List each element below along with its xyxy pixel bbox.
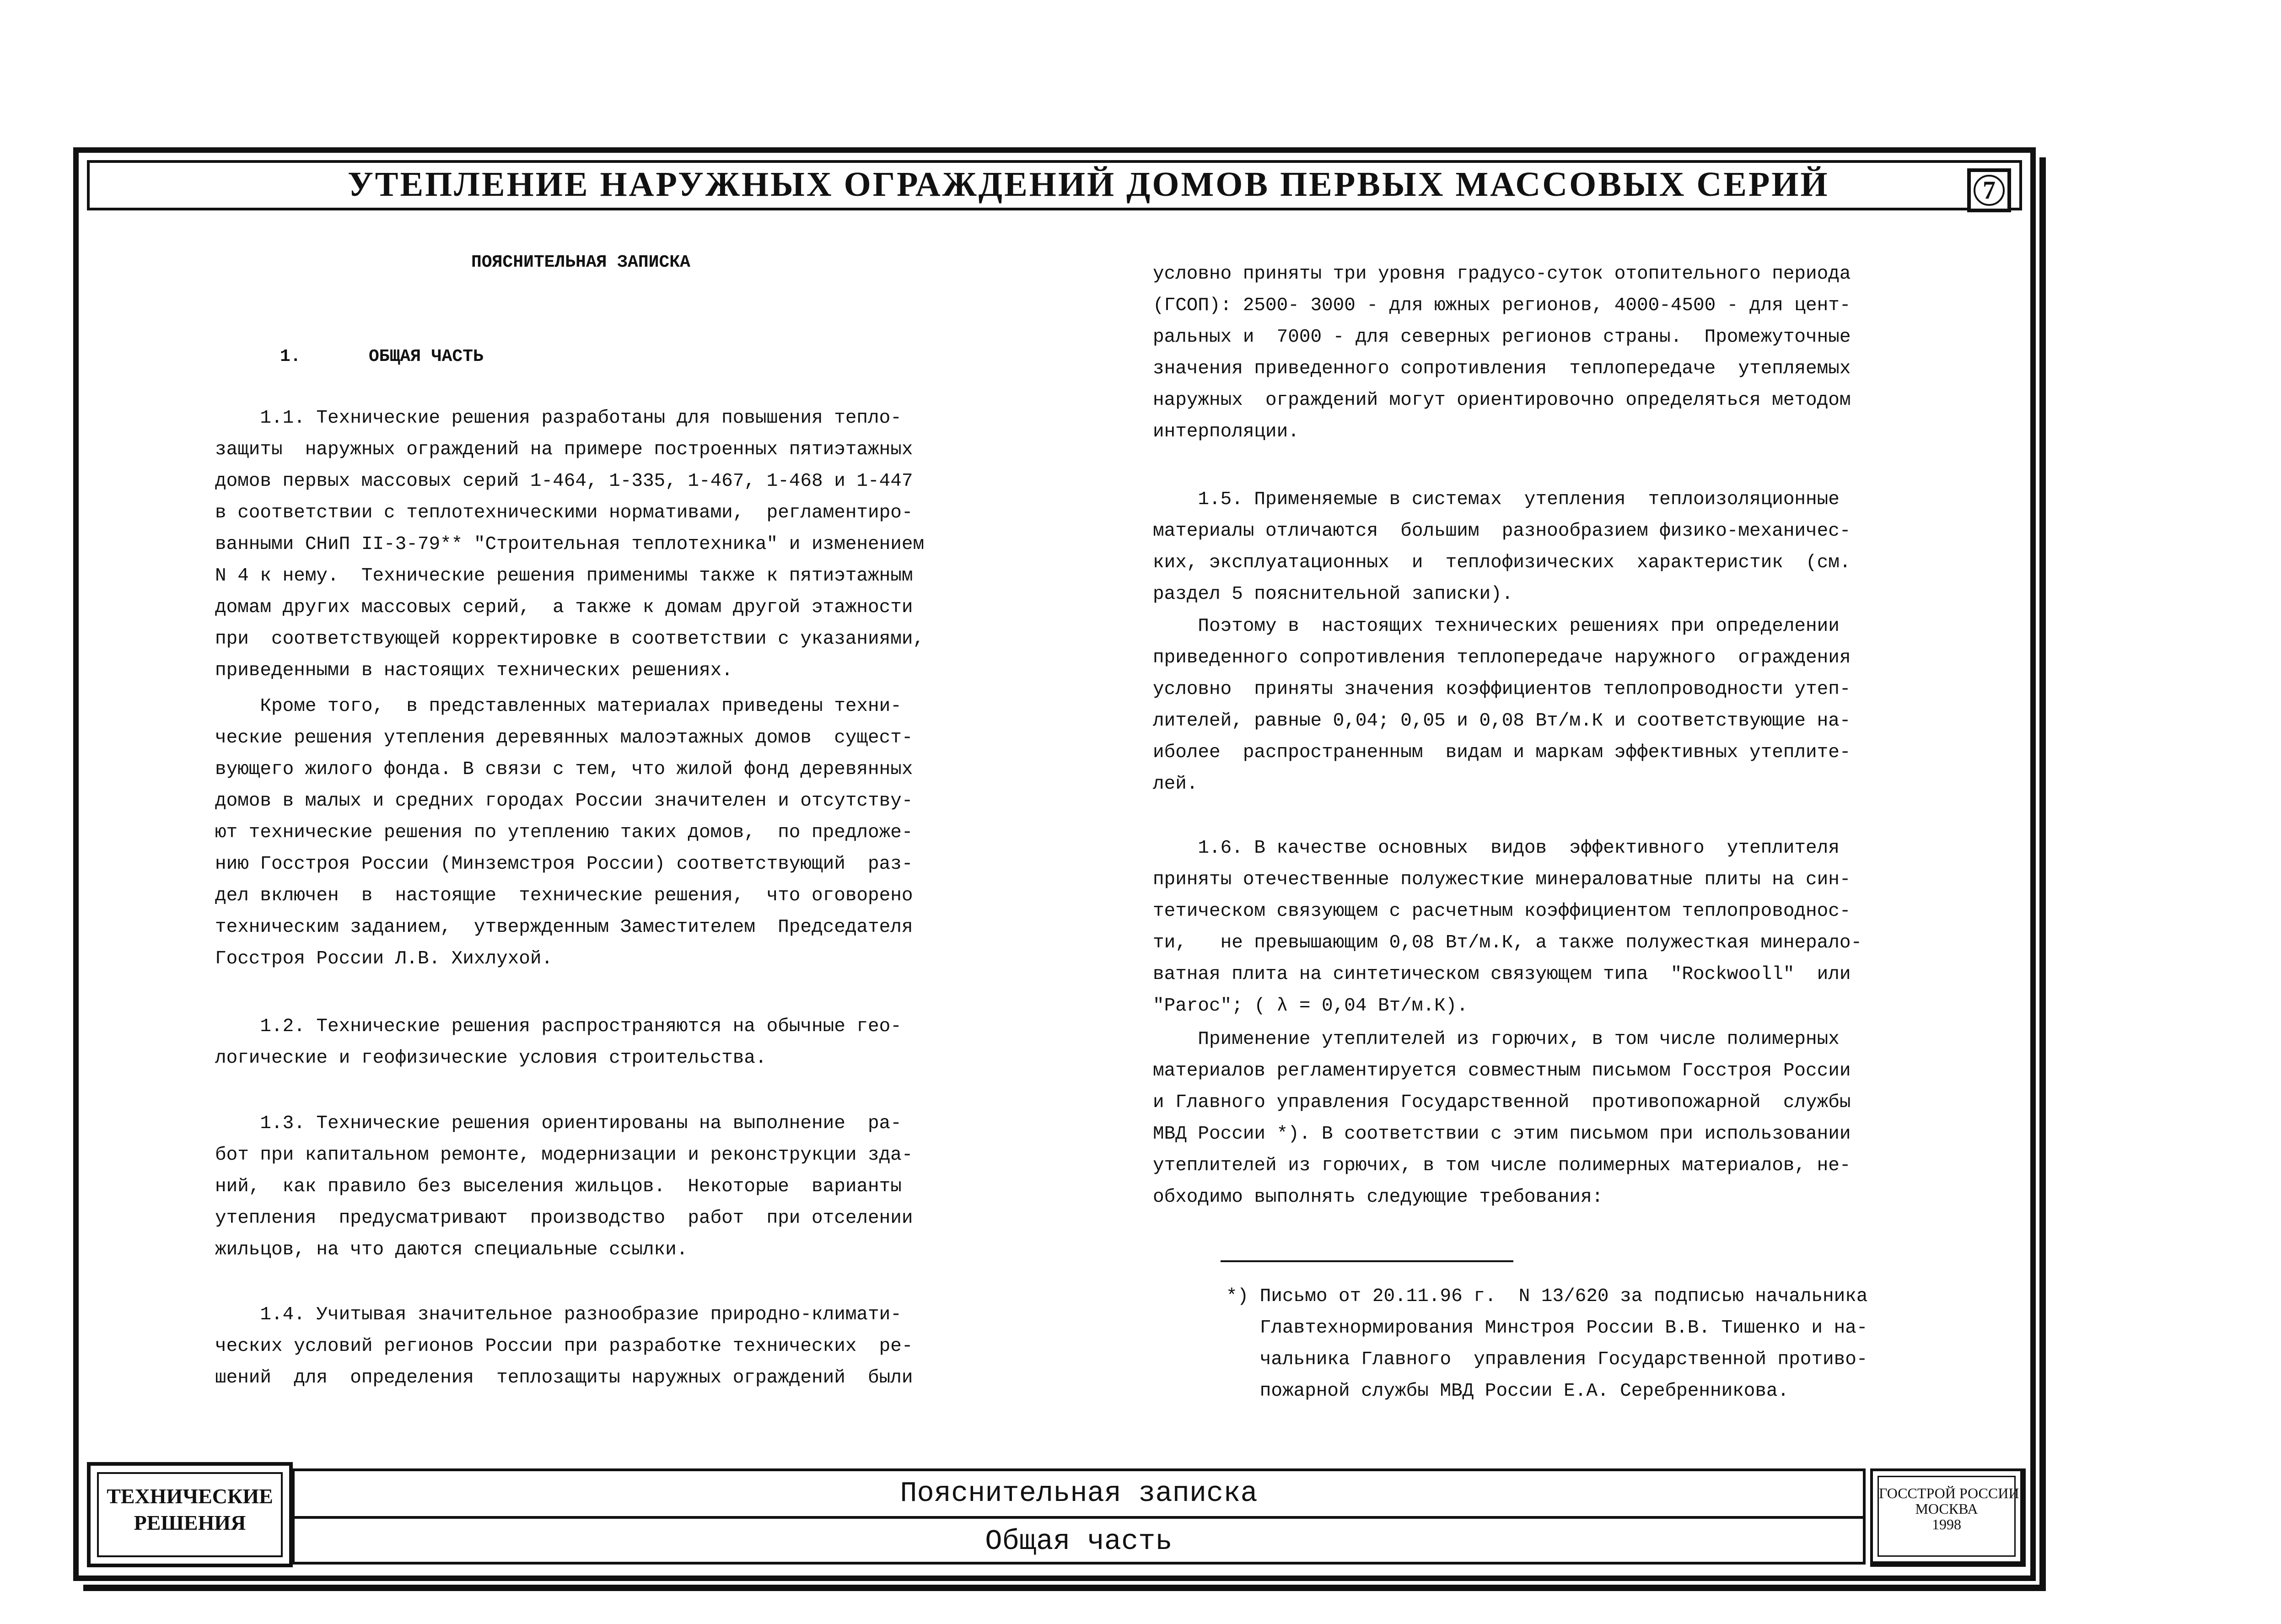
paragraph-1-1: 1.1. Технические решения разработаны для повышения тепло- защиты наружных ограждений на примере построенных пятиэтажных домов первых массовых серий 1-464, 1-335, 1-467, 1-468 и 1-447 в соответствии с теплотехническими нормативами, регламентиро- ванными СНиП II-3-79** "Строительная теплотехника" и изменением N 4 к нему. Технические решения применимы также к пятиэтажным домам других массовых серий, а также к домам другой этажности при соответствующей корректировке в соответствии с указаниями, приведенными в настоящих технических решениях. (215, 408, 925, 681)
paragraph-1-6: 1.6. В качестве основных видов эффективного утеплителя приняты отечественные полужесткие минераловатные плиты на син- тетическом связующем с расчетным коэффициентом теплопроводнос- ти, не превышающим 0,08 Вт/м.К, а также полужесткая минерало- ватная плита на синтетическом связующем типа "Rockwooll" или "Paroc"; ( λ = 0,04 Вт/м.К). (1153, 838, 1862, 1016)
title-block-center (292, 1468, 1866, 1565)
title-block-section-name: Общая часть (985, 1525, 1173, 1558)
paragraph-1-5-continued: Поэтому в настоящих технических решениях при определении приведенного сопротивления теплопередаче наружного ограждения условно приняты значения коэффициентов теплопроводности утеп- лителей, равные 0,04; 0,05 и 0,08 Вт/м.К и соответствующие на- иболее распространенным видам и маркам эффективных утеплите- лей. (1153, 616, 1851, 795)
document-title: УТЕПЛЕНИЕ НАРУЖНЫХ ОГРАЖДЕНИЙ ДОМОВ ПЕРВЫХ МАССОВЫХ СЕРИЙ (348, 165, 1829, 204)
paragraph-1-5: 1.5. Применяемые в системах утепления теплоизоляционные материалы отличаются большим разнообразием физико-механичес- ких, эксплуатационных и теплофизических характеристик (см. раздел 5 пояснительной записки). (1153, 489, 1851, 605)
section-title: ОБЩАЯ ЧАСТЬ (369, 347, 484, 366)
paragraph-1-3: 1.3. Технические решения ориентированы на выполнение ра- бот при капитальном ремонте, модернизации и реконструкции зда- ний, как правило без выселения жильцов. Некоторые варианты утепления предусматривают производство работ при отселении жильцов, на что даются специальные ссылки. (215, 1113, 913, 1260)
paragraph-1-4-continued: условно приняты три уровня градусо-суток отопительного периода (ГСОП): 2500- 3000 - для южных регионов, 4000-4500 - для цент- ральных и 7000 - для северных регионов страны. Промежуточные значения приведенного сопротивления теплопередаче утепляемых наружных ограждений могут ориентировочно определяться методом интерполяции. (1153, 263, 1851, 442)
publisher-label: ГОССТРОЙ РОССИИ МОСКВА 1998 (1878, 1476, 2016, 1557)
page-number-badge (1967, 168, 2011, 212)
title-block-document-name: Пояснительная записка (295, 1471, 1863, 1519)
explanatory-note-heading: ПОЯСНИТЕЛЬНАЯ ЗАПИСКА (471, 253, 690, 272)
section-number: 1. (280, 347, 301, 366)
technical-solutions-label: ТЕХНИЧЕСКИЕ РЕШЕНИЯ (97, 1472, 283, 1557)
footnote-divider (1221, 1260, 1513, 1262)
paragraph-1-4: 1.4. Учитывая значительное разнообразие природно-климати- ческих условий регионов России при разработке технических ре- шений для определения теплозащиты наружных ограждений были (215, 1304, 913, 1388)
footnote: *) Письмо от 20.11.96 г. N 13/620 за подписью начальника Главтехнормирования Минстроя России В.В. Тишенко и на- чальника Главного управления Государственной противо- пожарной службы МВД России Е.А. Серебренникова. (1226, 1286, 1868, 1402)
technical-solutions-box (87, 1462, 293, 1567)
publisher-box (1870, 1468, 2026, 1567)
paragraph-1-1-continued: Кроме того, в представленных материалах приведены техни- ческие решения утепления деревянных малоэтажных домов сущест- вующего жилого фонда. В связи с тем, что жилой фонд деревянных домов в малых и средних городах России значителен и отсутству- ют технические решения по утеплению таких домов, по предложе- нию Госстроя России (Минземстроя России) соответствующий раз- дел включен в настоящие технические решения, что оговорено техническим заданием, утвержденным Заместителем Председателя Госстроя России Л.В. Хихлухой. (215, 696, 913, 969)
paragraph-1-6-continued: Применение утеплителей из горючих, в том числе полимерных материалов регламентируется совместным письмом Госстроя России и Главного управления Государственной противопожарной службы МВД России *). В соответствии с этим письмом при использовании утеплителей из горючих, в том числе полимерных материалов, не- обходимо выполнять следующие требования: (1153, 1029, 1851, 1208)
title-block (78, 1450, 2031, 1576)
page-number: 7 (1974, 175, 2005, 206)
paragraph-1-2: 1.2. Технические решения распространяются на обычные гео- логические и геофизические условия строительства. (215, 1016, 902, 1069)
